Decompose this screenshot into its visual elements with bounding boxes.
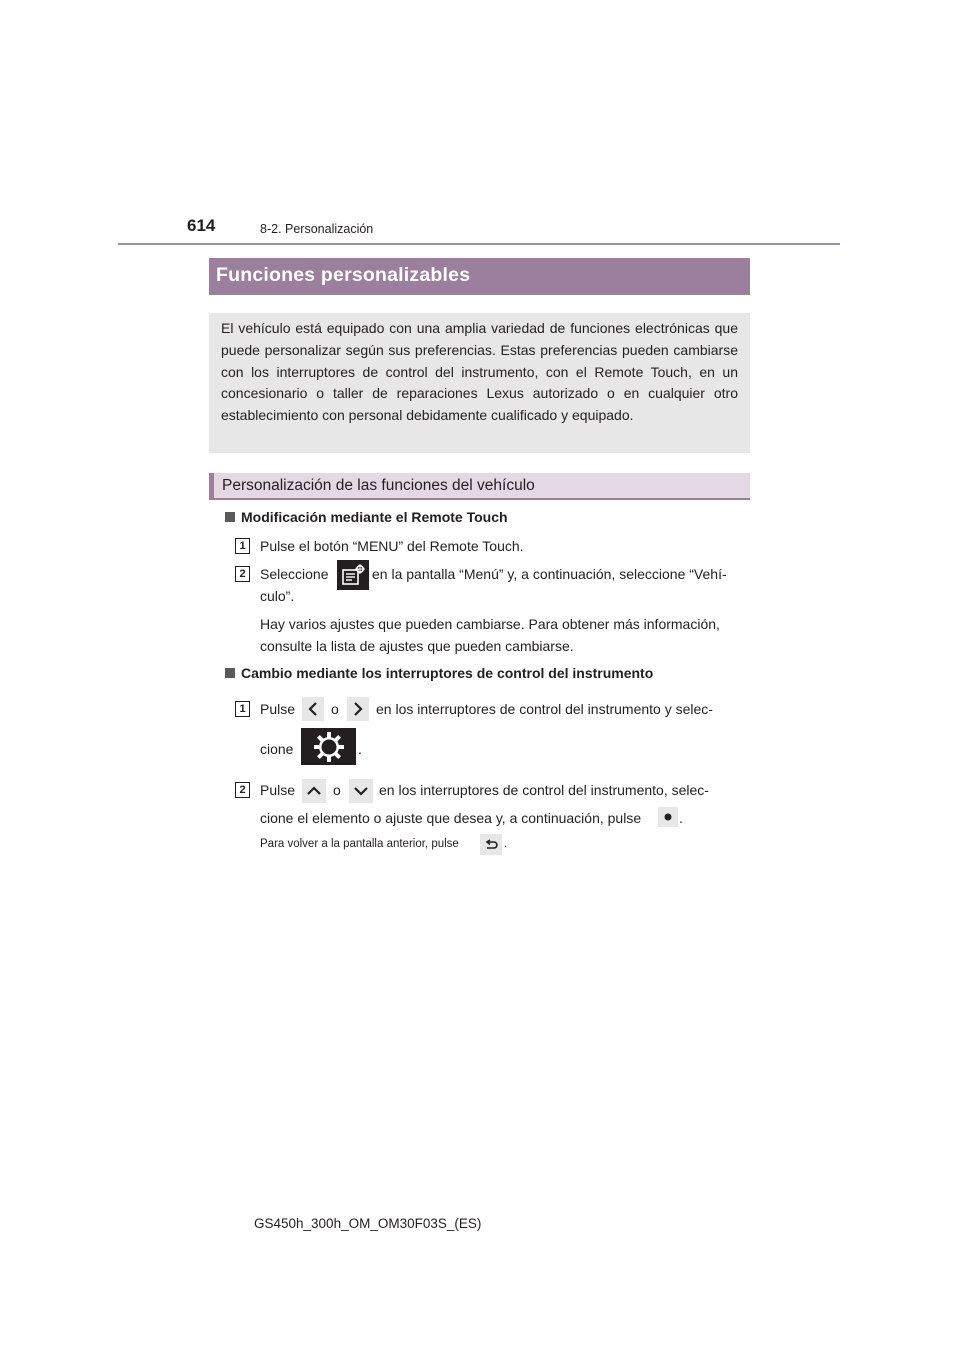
remote-step2-cont: culo”. bbox=[260, 588, 295, 604]
banner-title: Funciones personalizables bbox=[216, 264, 471, 286]
chevron-left-icon bbox=[302, 697, 324, 721]
instrument-step1-or: o bbox=[331, 701, 339, 717]
step-number: 1 bbox=[235, 538, 250, 554]
square-bullet-icon bbox=[225, 668, 235, 678]
subsection-banner bbox=[209, 473, 750, 500]
instrument-step2-end: . bbox=[679, 810, 683, 826]
document-code: GS450h_300h_OM_OM30F03S_(ES) bbox=[254, 1216, 482, 1231]
return-note-end: . bbox=[504, 838, 508, 850]
remote-step2-pre: Seleccione bbox=[260, 566, 329, 582]
remote-step2-note-line1: Hay varios ajustes que pueden cambiarse. Para obtener más información, bbox=[260, 616, 720, 632]
instrument-step2-or: o bbox=[333, 782, 341, 798]
section-reference: 8-2. Personalización bbox=[260, 222, 374, 236]
instrument-step1-post: en los interruptores de control del instrumento y selec- bbox=[376, 701, 713, 717]
instrument-step2-line2: cione el elemento o ajuste que desea y, a continuación, pulse bbox=[260, 810, 642, 826]
instrument-heading-text: Cambio mediante los interruptores de control del instrumento bbox=[241, 665, 654, 681]
chevron-up-icon bbox=[302, 779, 326, 803]
remote-step1-text: Pulse el botón “MENU” del Remote Touch. bbox=[260, 538, 524, 554]
instrument-step2-post: en los interruptores de control del instrumento, selec- bbox=[379, 782, 709, 798]
page-number: 614 bbox=[187, 216, 216, 235]
instrument-step1-end: . bbox=[358, 741, 362, 757]
enter-dot-icon bbox=[658, 807, 678, 827]
chevron-right-icon bbox=[347, 697, 369, 721]
instrument-step1-cione: cione bbox=[260, 741, 294, 757]
return-note: Para volver a la pantalla anterior, pulse bbox=[260, 838, 459, 850]
instrument-step2-pulse: Pulse bbox=[260, 782, 296, 798]
remote-touch-heading bbox=[225, 509, 508, 525]
section-banner bbox=[209, 258, 750, 295]
step-number: 1 bbox=[235, 701, 250, 717]
subsection-title: Personalización de las funciones del vehículo bbox=[222, 477, 535, 494]
remote-step2-note-line2: consulte la lista de ajustes que pueden cambiarse. bbox=[260, 638, 574, 654]
intro-text: El vehículo está equipado con una amplia variedad de funciones electrónicas que puede personalizar según sus preferencias. Estas preferencias pueden cambiarse con los interruptores de control del instrumento, con el Remote Touch, en un concesionario o taller de reparaciones Lexus autorizado o en cualquier otro establecimiento con personal debidamente cualificado y equipado. bbox=[221, 320, 738, 424]
settings-menu-icon bbox=[337, 560, 369, 590]
instrument-step1-pulse: Pulse bbox=[260, 701, 296, 717]
intro-box bbox=[209, 313, 750, 453]
step-number: 2 bbox=[235, 782, 250, 798]
step-number: 2 bbox=[235, 566, 250, 582]
gear-icon bbox=[301, 728, 356, 765]
instrument-heading bbox=[225, 665, 653, 681]
header-divider bbox=[118, 243, 840, 245]
square-bullet-icon bbox=[225, 512, 235, 522]
chevron-down-icon bbox=[349, 779, 373, 803]
back-arrow-icon bbox=[480, 834, 502, 855]
remote-touch-heading-text: Modificación mediante el Remote Touch bbox=[241, 509, 508, 525]
remote-step2-post: en la pantalla “Menú” y, a continuación, seleccione “Vehí- bbox=[372, 566, 727, 582]
subsection-bar bbox=[209, 473, 214, 498]
